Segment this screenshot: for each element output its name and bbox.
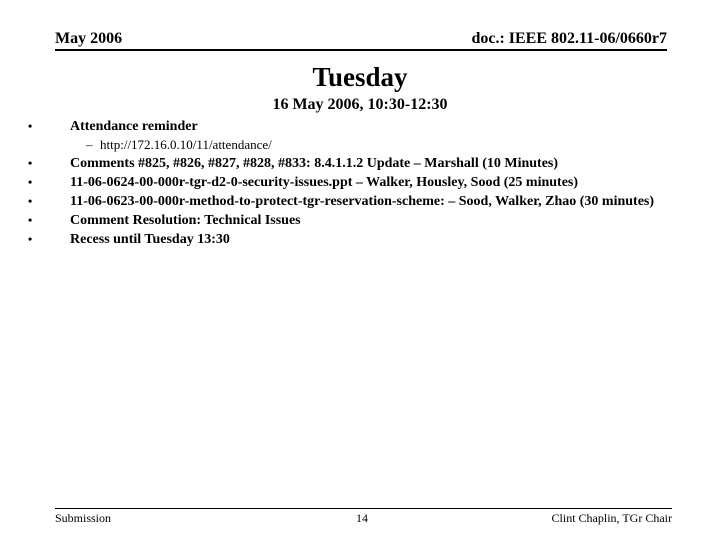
- bullet-icon: •: [28, 156, 33, 170]
- slide-title: Tuesday: [312, 62, 408, 92]
- header-rule: [55, 49, 667, 51]
- agenda-item-text: 11-06-0624-00-000r-tgr-d2-0-security-issues.ppt – Walker, Housley, Sood (25 minutes): [70, 175, 579, 190]
- agenda-item-text: Comments #825, #826, #827, #828, #833: 8.4.1.1.2 Update – Marshall (10 Minutes): [70, 156, 559, 171]
- agenda-item: [28, 231, 688, 248]
- agenda-item: [28, 193, 688, 210]
- agenda-item: [28, 174, 688, 191]
- header-date: May 2006: [55, 30, 123, 47]
- bullet-icon: •: [28, 175, 33, 189]
- footer-submission: Submission: [55, 511, 112, 525]
- agenda-item-text: Attendance reminder: [70, 119, 198, 134]
- footer-page-number: 14: [356, 511, 368, 525]
- agenda-item: [28, 212, 688, 229]
- agenda-item-text: Comment Resolution: Technical Issues: [70, 213, 301, 228]
- header-doc-id: doc.: IEEE 802.11-06/0660r7: [471, 30, 667, 47]
- agenda-item-text: Recess until Tuesday 13:30: [70, 232, 230, 247]
- bullet-icon: •: [28, 119, 33, 133]
- agenda-list: [28, 116, 688, 248]
- bullet-icon: •: [28, 232, 33, 246]
- dash-icon: –: [86, 137, 93, 152]
- footer-rule: [55, 508, 672, 509]
- bullet-icon: •: [28, 213, 33, 227]
- attendance-link[interactable]: http://172.16.0.10/11/attendance/: [100, 137, 272, 152]
- footer-author: Clint Chaplin, TGr Chair: [551, 511, 672, 525]
- agenda-item: [28, 118, 688, 135]
- slide-subtitle: 16 May 2006, 10:30-12:30: [272, 96, 448, 113]
- agenda-subitem: [28, 136, 688, 153]
- agenda-item-text: 11-06-0623-00-000r-method-to-protect-tgr-reservation-scheme: – Sood, Walker, Zhao (30 minutes): [70, 194, 655, 209]
- bullet-icon: •: [28, 194, 33, 208]
- agenda-item: [28, 155, 688, 172]
